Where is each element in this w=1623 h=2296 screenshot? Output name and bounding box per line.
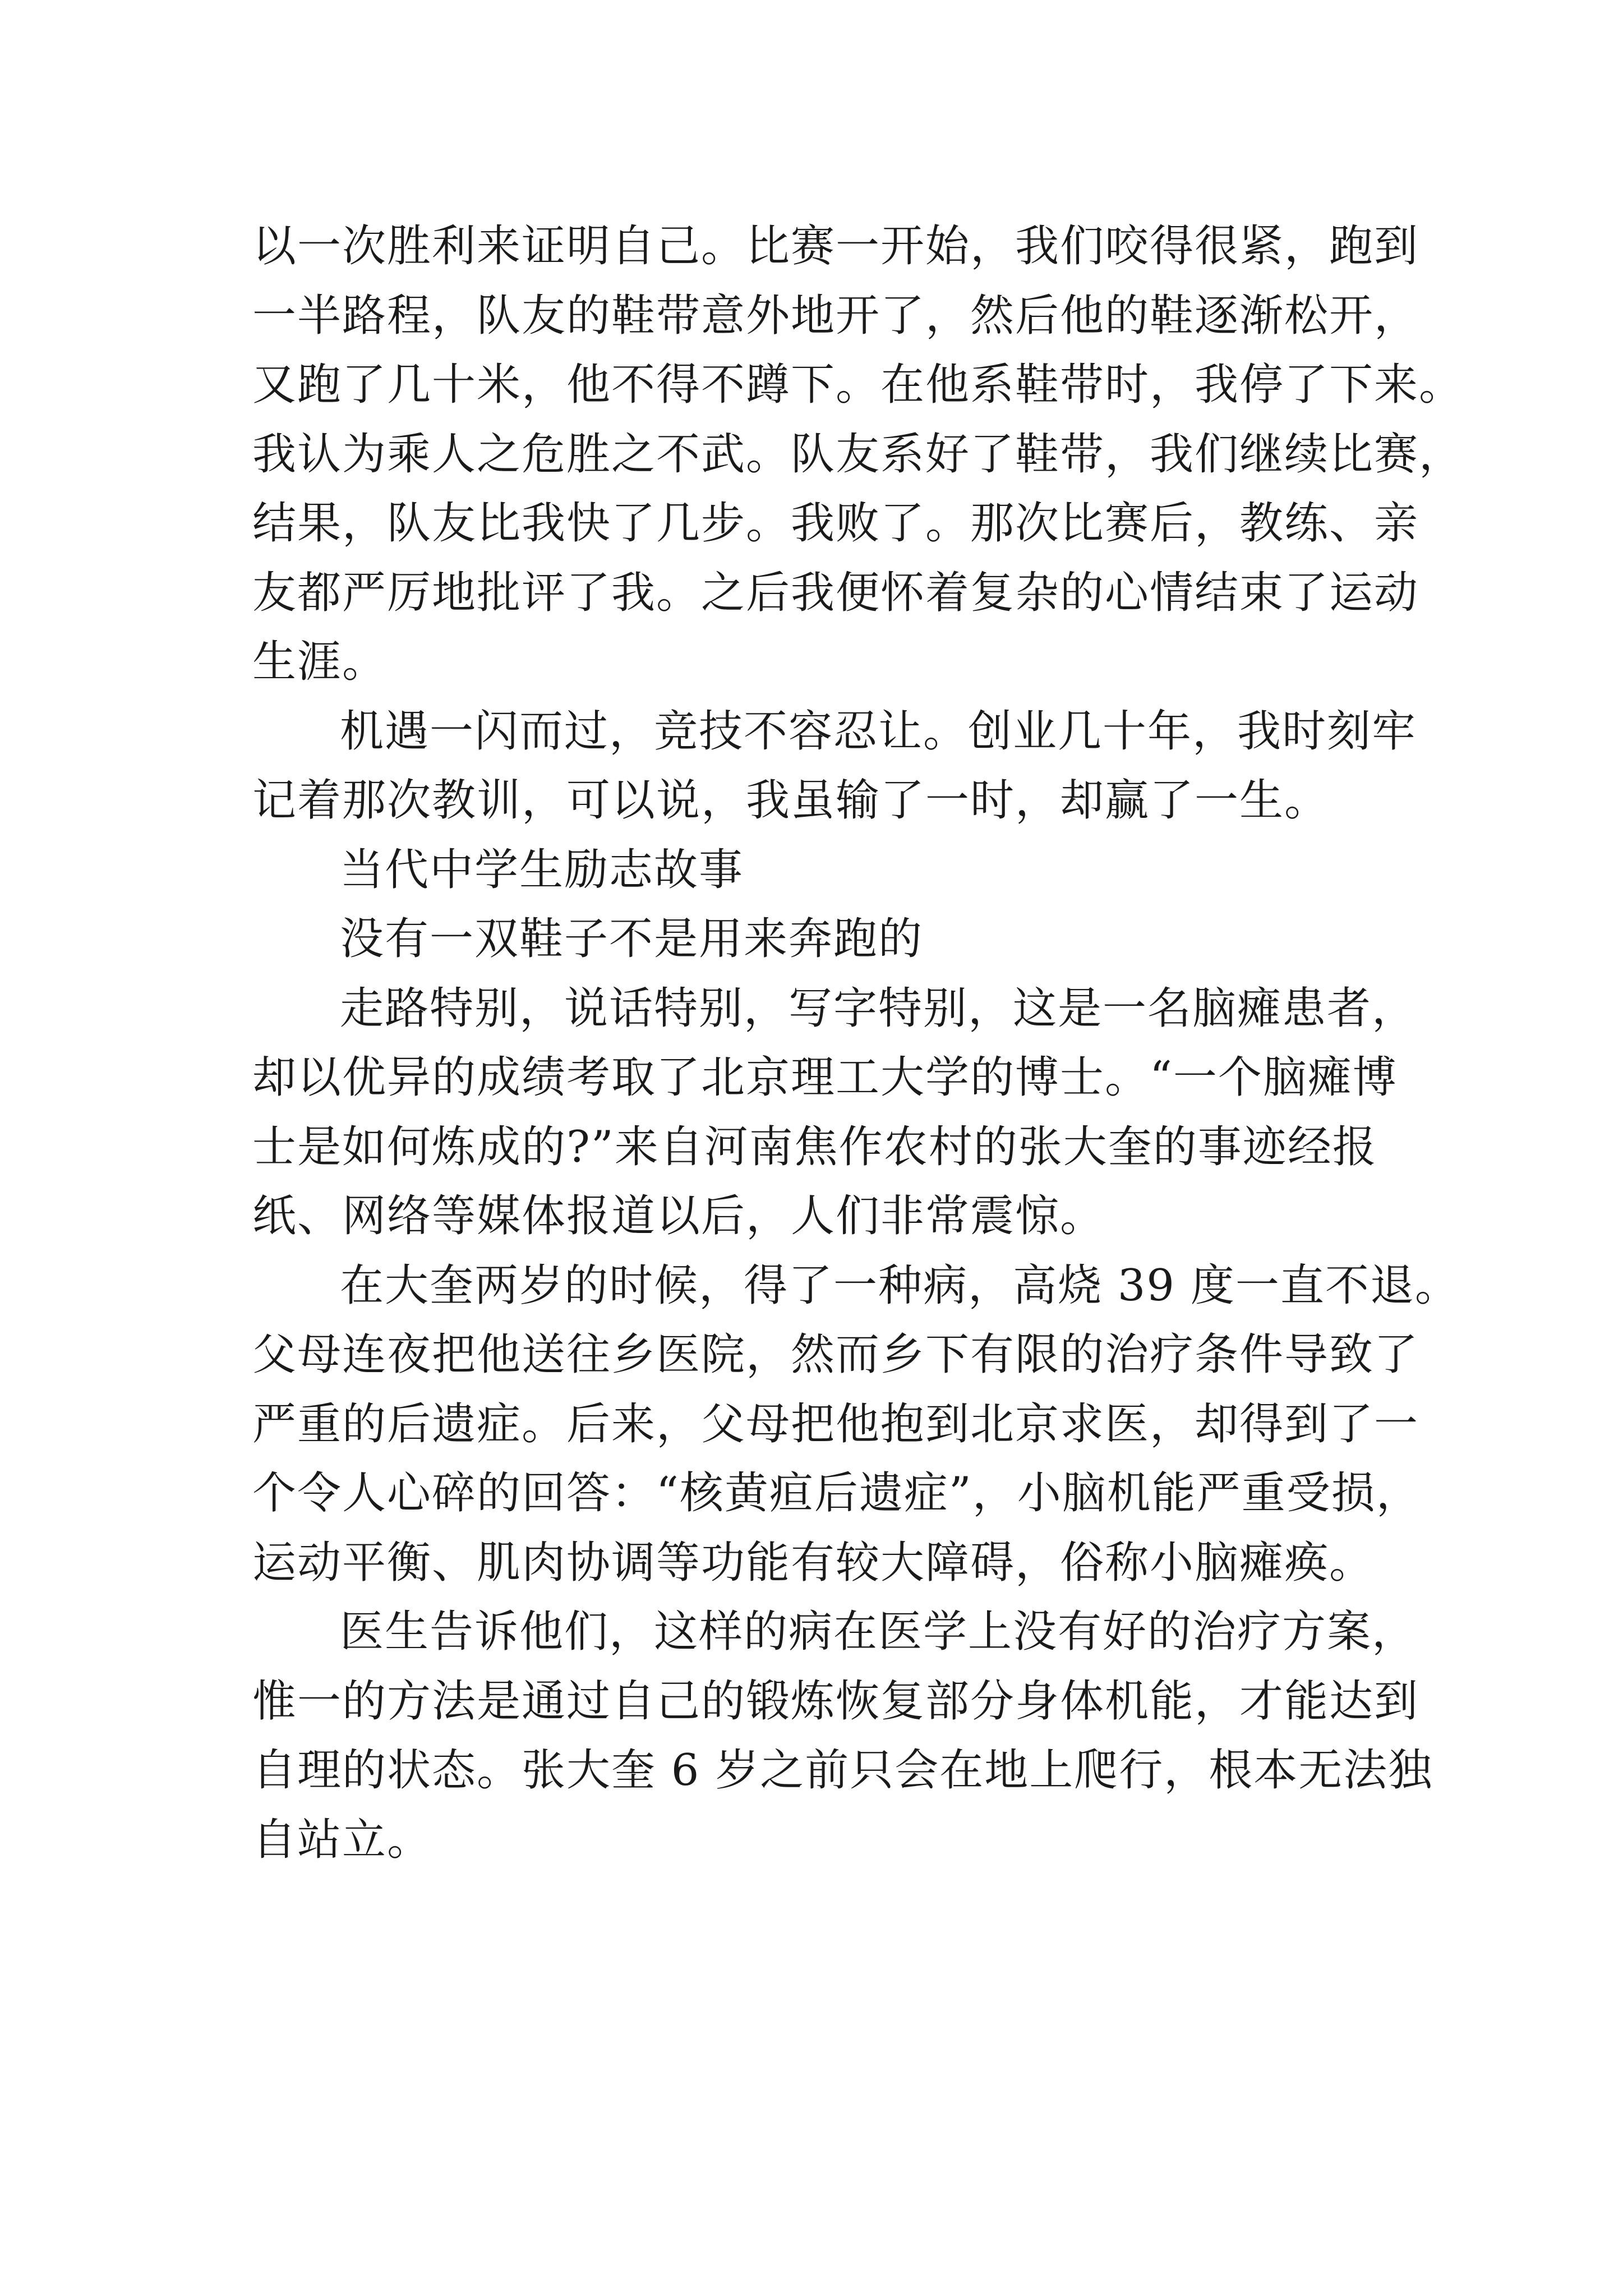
paragraph-first-line: 机遇一闪而过，竞技不容忍让。创业几十年，我时刻牢 [340,706,1417,757]
text-line: 我认为乘人之危胜之不武。队友系好了鞋带，我们继续比赛， [252,429,1464,480]
text-line: 父母连夜把他送往乡医院，然而乡下有限的治疗条件导致了 [252,1329,1419,1380]
text-line: 以一次胜利来证明自己。比赛一开始，我们咬得很紧，跑到 [252,221,1419,272]
paragraph-first-line: 医生告诉他们，这样的病在医学上没有好的治疗方案， [340,1607,1417,1657]
text-line: 个令人心碎的回答：“核黄疸后遗症”，小脑机能严重受损， [252,1468,1421,1519]
text-line: 自理的状态。张大奎 6 岁之前只会在地上爬行，根本无法独 [252,1745,1433,1796]
text-line: 士是如何炼成的?”来自河南焦作农村的张大奎的事迹经报 [252,1121,1377,1172]
text-line: 又跑了几十米，他不得不蹲下。在他系鞋带时，我停了下来。 [252,360,1464,410]
text-line: 生涯。 [252,637,388,687]
text-line: 自站立。 [252,1814,432,1865]
text-line: 运动平衡、肌肉协调等功能有较大障碍，俗称小脑瘫痪。 [252,1537,1375,1588]
paragraph-first-line: 走路特别，说话特别，写字特别，这是一名脑瘫患者， [340,983,1417,1034]
text-line: 友都严厉地批评了我。之后我便怀着复杂的心情结束了运动 [252,567,1419,618]
text-line: 一半路程，队友的鞋带意外地开了，然后他的鞋逐渐松开， [252,290,1419,341]
document-page [252,212,1464,1875]
story-title: 没有一双鞋子不是用来奔跑的 [340,914,924,964]
text-line: 纸、网络等媒体报道以后，人们非常震惊。 [252,1191,1105,1241]
paragraph-first-line: 在大奎两岁的时候，得了一种病，高烧 39 度一直不退。 [340,1260,1460,1311]
section-title: 当代中学生励志故事 [340,844,744,895]
text-line: 惟一的方法是通过自己的锻炼恢复部分身体机能，才能达到 [252,1676,1419,1727]
text-line: 严重的后遗症。后来，父母把他抱到北京求医，却得到了一 [252,1398,1419,1450]
text-line: 记着那次教训，可以说，我虽输了一时，却赢了一生。 [252,775,1330,826]
text-line: 却以优异的成绩考取了北京理工大学的博士。“一个脑瘫博 [252,1052,1398,1103]
text-line: 结果，队友比我快了几步。我败了。那次比赛后，教练、亲 [252,498,1419,549]
